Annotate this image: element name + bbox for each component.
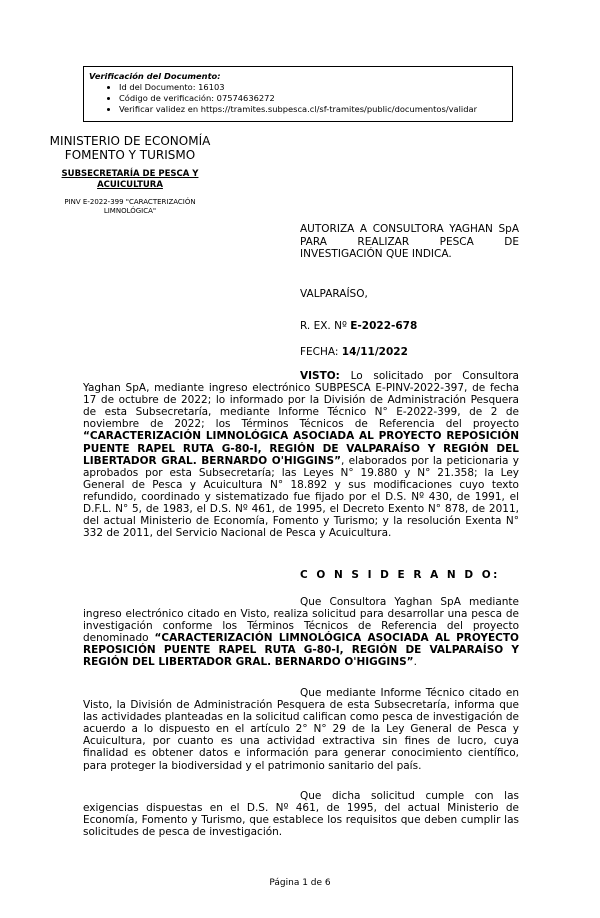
verification-title: Verificación del Documento: [89,71,221,81]
resolution-date [300,346,408,358]
place: VALPARAÍSO, [300,288,368,300]
verification-box [83,66,513,122]
resolution-label: R. EX. Nº [300,320,351,332]
date-label: FECHA: [300,346,342,358]
ministry-line2: FOMENTO Y TURISMO [64,148,196,162]
considerando-paragraph-2 [83,687,519,772]
considerando-paragraph-1 [83,596,519,669]
visto-paragraph [83,370,519,539]
date-value: 14/11/2022 [341,346,408,358]
authorize-summary: AUTORIZA A CONSULTORA YAGHAN SpA PARA REALIZAR PESCA DE INVESTIGACIÓN QUE INDICA. [300,223,519,260]
consid1-text: Que Consultora Yaghan SpA mediante ingreso electrónico citado en Visto, realiza solicitud para desarrollar una pesca de investigación conforme los Términos Técnicos de Referencia del proyecto denominado [83,596,519,645]
pinv-reference: PINV E-2022-399 "CARACTERIZACIÓN LIMNOLÓGICA" [64,198,196,215]
visto-text-1: Lo solicitado por Consultora Yaghan SpA, mediante ingreso electrónico SUBPESCA E-PINV-2022-397, de fecha 17 de octubre de 2022; lo informado por la División de Administración Pesquera de esta Subsecretaría, mediante Informe Técnico N° E-2022-399, de 2 de noviembre de 2022; los Términos Técnicos de Referencia del proyecto [83,370,519,431]
subsecretaria-heading: SUBSECRETARÍA DE PESCA Y ACUICULTURA [61,169,199,190]
considerando-paragraph-3 [83,790,519,838]
visto-text-2: , elaborados por la peticionaria y aprobados por esta Subsecretaría; las Leyes N° 19.880 y N° 21.358; la Ley General de Pesca y Acuicultura N° 18.892 y sus modificaciones cuyo texto refundido, coordinado y sistematizado fue fijado por el D.S. Nº 430, de 1991, el D.F.L. N° 5, de 1983, el D.S. Nº 461, de 1995, el Decreto Exento N° 878, de 2011, del actual Ministerio de Economía, Fomento y Turismo; y la resolución Exenta N° 332 de 2011, del Servicio Nacional de Pesca y Acuicultura. [83,454,519,540]
consid1-end: . [413,656,417,669]
page-number: Página 1 de 6 [269,878,331,888]
visto-label: VISTO: [300,370,340,382]
resolution-value: E-2022-678 [350,320,418,332]
consid1-project: “CARACTERIZACIÓN LIMNOLÓGICA ASOCIADA AL PROYECTO REPOSICIÓN PUENTE RAPEL RUTA G-80-I, REGIÓN DE VALPARAÍSO Y REGIÓN DEL LIBERTADOR GRAL. BERNARDO O'HIGGINS” [83,632,519,669]
considerando-heading: C O N S I D E R A N D O: [300,569,500,581]
ministry-heading [40,134,220,162]
verification-item-url[interactable]: • Verificar validez en https://tramites.subpesca.cl/sf-tramites/public/documentos/validar [119,104,512,115]
verification-item-code: • Código de verificación: 07574636272 [119,93,512,104]
resolution-number [300,320,417,332]
visto-project: “CARACTERIZACIÓN LIMNOLÓGICA ASOCIADA AL PROYECTO REPOSICIÓN PUENTE RAPEL RUTA G-80-I, REGIÓN DE VALPARAÍSO Y REGIÓN DEL LIBERTADOR GRAL. BERNARDO O'HIGGINS” [83,430,519,467]
verification-item-id: • Id del Documento: 16103 [119,82,512,93]
ministry-line1: MINISTERIO DE ECONOMÍA [49,134,211,148]
verification-list [89,82,512,115]
consid2-text: Que mediante Informe Técnico citado en Visto, la División de Administración Pesquera de esta Subsecretaría, informa que las actividades planteadas en la solicitud califican como pesca de investigación de acuerdo a lo dispuesto en el artículo 2° N° 29 de la Ley General de Pesca y Acuicultura, por cuanto es una actividad extractiva sin fines de lucro, cuya finalidad es obtener datos e información para generar conocimiento científico, para proteger la biodiversidad y el patrimonio sanitario del país. [83,687,519,772]
consid3-text: Que dicha solicitud cumple con las exigencias dispuestas en el D.S. Nº 461, de 1995, del actual Ministerio de Economía, Fomento y Turismo, que establece los requisitos que deben cumplir las solicitudes de pesca de investigación. [83,790,519,839]
